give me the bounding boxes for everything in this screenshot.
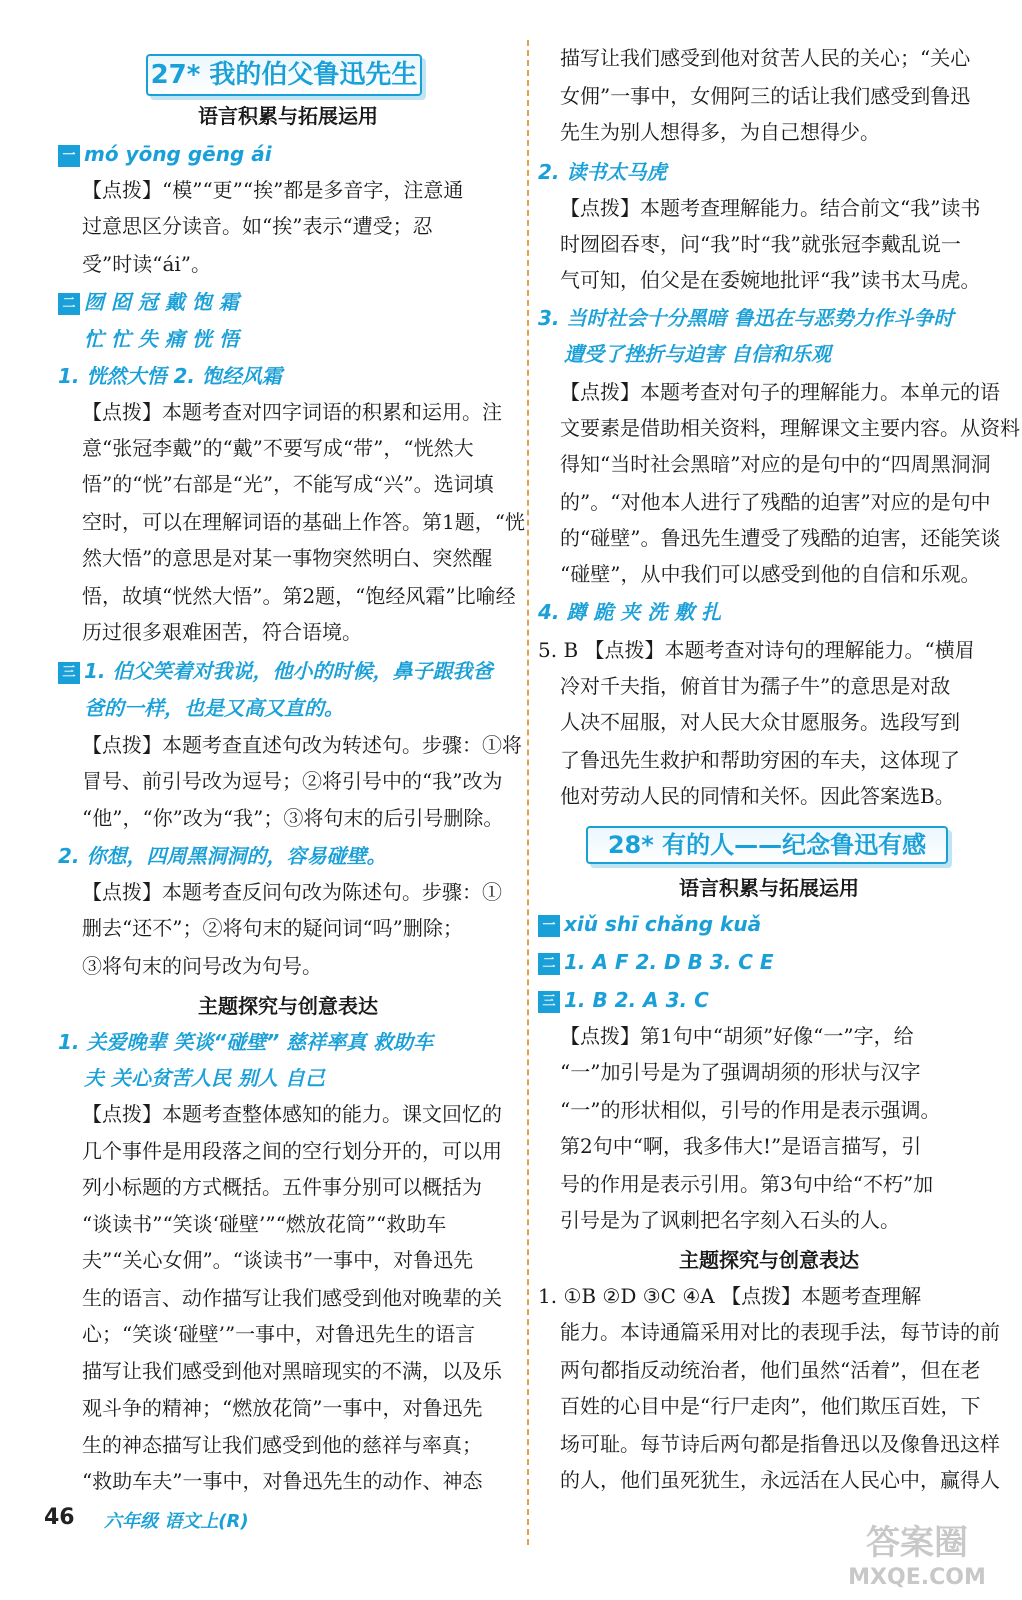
part-three-icon: 三 (58, 662, 80, 684)
part-two-icon: 二 (538, 953, 560, 975)
page-number: 46 (44, 1505, 75, 1530)
book-brand: 六年级 语文上(R) (104, 1511, 249, 1532)
tip-line: 过意思区分读音。如“挨”表示“遭受；忍 (82, 214, 433, 238)
answer-chars: 忙 忙 失 痛 恍 悟 (84, 327, 239, 351)
tip-line: 引号是为了讽刺把名字刻入石头的人。 (560, 1208, 900, 1232)
tip-line: 【点拨】本题考查直述句改为转述句。步骤：①将 (82, 733, 522, 757)
tip-line: 时囫囵吞枣，问“我”时“我”就张冠李戴乱说一 (560, 232, 961, 256)
column-divider (527, 40, 529, 1545)
tip-line: “一”加引号是为了强调胡须的形状与汉字 (560, 1060, 921, 1084)
tip-line: 第2句中“啊，我多伟大!”是语言描写，引 (560, 1134, 922, 1158)
svg-text:答案圈: 答案圈 (866, 1523, 968, 1563)
tip-line: 【点拨】本题考查理解能力。结合前文“我”读书 (560, 196, 981, 220)
tip-line: 【点拨】本题考查对四字词语的积累和运用。注 (82, 400, 502, 424)
part-one-icon: 一 (58, 145, 80, 167)
lesson-27-title: 27* 我的伯父鲁迅先生 (146, 54, 422, 96)
tip-line: 观斗争的精神；“燃放花筒”一事中，对鲁迅先 (82, 1396, 483, 1420)
lesson-28-title: 28* 有的人——纪念鲁迅有感 (586, 826, 948, 864)
tip-line: “他”，“你”改为“我”；③将句末的后引号删除。 (82, 806, 504, 830)
tip-line: 文要素是借助相关资料，理解课文主要内容。从资料 (560, 416, 1020, 440)
section-heading: 语言积累与拓展运用 (679, 876, 859, 900)
tip-line: 列小标题的方式概括。五件事分别可以概括为 (82, 1175, 482, 1199)
tip-line: 描写让我们感受到他对黑暗现实的不满，以及乐 (82, 1359, 502, 1383)
answer-pinyin: xiǔ shī chǎng kuǎ (564, 912, 762, 936)
tip-line: 他对劳动人民的同情和关怀。因此答案选B。 (560, 784, 955, 808)
tip-line: 几个事件是用段落之间的空行划分开的，可以用 (82, 1139, 502, 1163)
part-three-icon: 三 (538, 991, 560, 1013)
tip-line: 受”时读“ái”。 (82, 252, 211, 276)
tip-line: 生的神态描写让我们感受到他的慈祥与率真； (82, 1433, 482, 1457)
watermark-logo (822, 1512, 1012, 1592)
tip-line: 女佣”一事中，女佣阿三的话让我们感受到鲁迅 (560, 84, 971, 108)
answer-sentence: 1. 伯父笑着对我说，他小的时候，鼻子跟我爸 (84, 659, 493, 683)
tip-line: 的人，他们虽死犹生，永远活在人民心中，赢得人 (560, 1468, 1000, 1492)
tip-line: 生的语言、动作描写让我们感受到他对晚辈的关 (82, 1286, 502, 1310)
tip-line: 【点拨】本题考查对句子的理解能力。本单元的语 (560, 380, 1000, 404)
answer-pinyin: mó yōng gēng ái (84, 142, 272, 166)
tip-line: “一”的形状相似，引号的作用是表示强调。 (560, 1098, 941, 1122)
tip-line: 悟，故填“恍然大悟”。第2题，“饱经风霜”比喻经 (82, 584, 516, 608)
tip-line: 描写让我们感受到他对贫苦人民的关心；“关心 (560, 46, 971, 70)
tip-line: “救助车夫”一事中，对鲁迅先生的动作、神态 (82, 1469, 483, 1493)
tip-line: 空时，可以在理解词语的基础上作答。第1题，“恍 (82, 510, 525, 534)
tip-line: 气可知，伯父是在委婉地批评“我”读书太马虎。 (560, 268, 981, 292)
answer-theme: 夫 关心贫苦人民 别人 自己 (84, 1066, 325, 1090)
tip-line: 百姓的心目中是“行尸走肉”，他们欺压百姓，下 (560, 1394, 981, 1418)
page-footer (44, 1505, 344, 1539)
tip-line: 的”。“对他本人进行了残酷的迫害”对应的是句中 (560, 490, 991, 514)
tip-line: 意“张冠李戴”的“戴”不要写成“带”，“恍然大 (82, 436, 474, 460)
tip-line: 【点拨】第1句中“胡须”好像“一”字，给 (560, 1024, 914, 1048)
part-one-icon: 一 (538, 915, 560, 937)
tip-line: 然大悟”的意思是对某一事物突然明白、突然醒 (82, 546, 493, 570)
tip-line: 能力。本诗通篇采用对比的表现手法，每节诗的前 (560, 1320, 1000, 1344)
answer-sentence: 2. 你想，四周黑洞洞的，容易碰壁。 (58, 844, 387, 868)
section-heading: 主题探究与创意表达 (198, 994, 378, 1018)
tip-line: 历过很多艰难困苦，符合语境。 (82, 620, 362, 644)
answer-theme: 遭受了挫折与迫害 自信和乐观 (564, 342, 831, 366)
tip-line: 两句都指反动统治者，他们虽然“活着”，但在老 (560, 1358, 981, 1382)
tip-line: 【点拨】“模”“更”“挨”都是多音字，注意通 (82, 178, 464, 202)
tip-line: “谈读书”“笑谈‘碰壁’”“燃放花筒”“救助车 (82, 1212, 447, 1236)
answer-choices: 1. A F 2. D B 3. C E (564, 950, 774, 974)
tip-line: 5. B 【点拨】本题考查对诗句的理解能力。“横眉 (538, 638, 975, 662)
answer-choices: 1. B 2. A 3. C (564, 988, 709, 1012)
tip-line: 夫”“关心女佣”。“谈读书”一事中，对鲁迅先 (82, 1248, 474, 1272)
tip-line: 人决不屈服，对人民大众甘愿服务。选段写到 (560, 710, 960, 734)
tip-line: 得知“当时社会黑暗”对应的是句中的“四周黑洞洞 (560, 452, 991, 476)
tip-line: 【点拨】本题考查反问句改为陈述句。步骤：① (82, 880, 502, 904)
tip-line: 悟”的“恍”右部是“光”，不能写成“兴”。选词填 (82, 472, 494, 496)
answer-theme: 4. 蹲 跪 夹 洗 敷 扎 (538, 600, 722, 624)
tip-line: 心；“笑谈‘碰壁’”一事中，对鲁迅先生的语言 (82, 1322, 476, 1346)
answer-theme: 2. 读书太马虎 (538, 160, 667, 184)
tip-line: 的“碰壁”。鲁迅先生遭受了残酷的迫害，还能笑谈 (560, 526, 1001, 550)
tip-line: 冷对千夫指，俯首甘为孺子牛”的意思是对敌 (560, 674, 951, 698)
tip-line: ③将句末的问号改为句号。 (82, 954, 322, 978)
answer-chars: 囫 囵 冠 戴 饱 霜 (84, 290, 239, 314)
tip-line: 号的作用是表示引用。第3句中给“不朽”加 (560, 1172, 934, 1196)
tip-line: 了鲁迅先生救护和帮助穷困的车夫，这体现了 (560, 748, 960, 772)
tip-line: 冒号、前引号改为逗号；②将引号中的“我”改为 (82, 769, 503, 793)
svg-text:MXQE.COM: MXQE.COM (848, 1565, 986, 1590)
section-heading: 语言积累与拓展运用 (198, 104, 378, 128)
tip-line: 场可耻。每节诗后两句都是指鲁迅以及像鲁迅这样 (560, 1432, 1000, 1456)
answer-sentence: 爸的一样，也是又高又直的。 (84, 696, 344, 720)
answer-theme: 3. 当时社会十分黑暗 鲁迅在与恶势力作斗争时 (538, 306, 954, 330)
tip-line: “碰壁”，从中我们可以感受到他的自信和乐观。 (560, 562, 981, 586)
tip-line: 【点拨】本题考查整体感知的能力。课文回忆的 (82, 1102, 502, 1126)
tip-line: 删去“还不”；②将句末的疑问词“吗”删除； (82, 916, 463, 940)
part-two-icon: 二 (58, 293, 80, 315)
tip-line: 1. ①B ②D ③C ④A 【点拨】本题考查理解 (538, 1284, 922, 1308)
answer-theme: 1. 关爱晚辈 笑谈“碰壁” 慈祥率真 救助车 (58, 1030, 434, 1054)
section-heading: 主题探究与创意表达 (679, 1248, 859, 1272)
answer-sub: 1. 恍然大悟 2. 饱经风霜 (58, 364, 282, 388)
tip-line: 先生为别人想得多，为自己想得少。 (560, 120, 880, 144)
